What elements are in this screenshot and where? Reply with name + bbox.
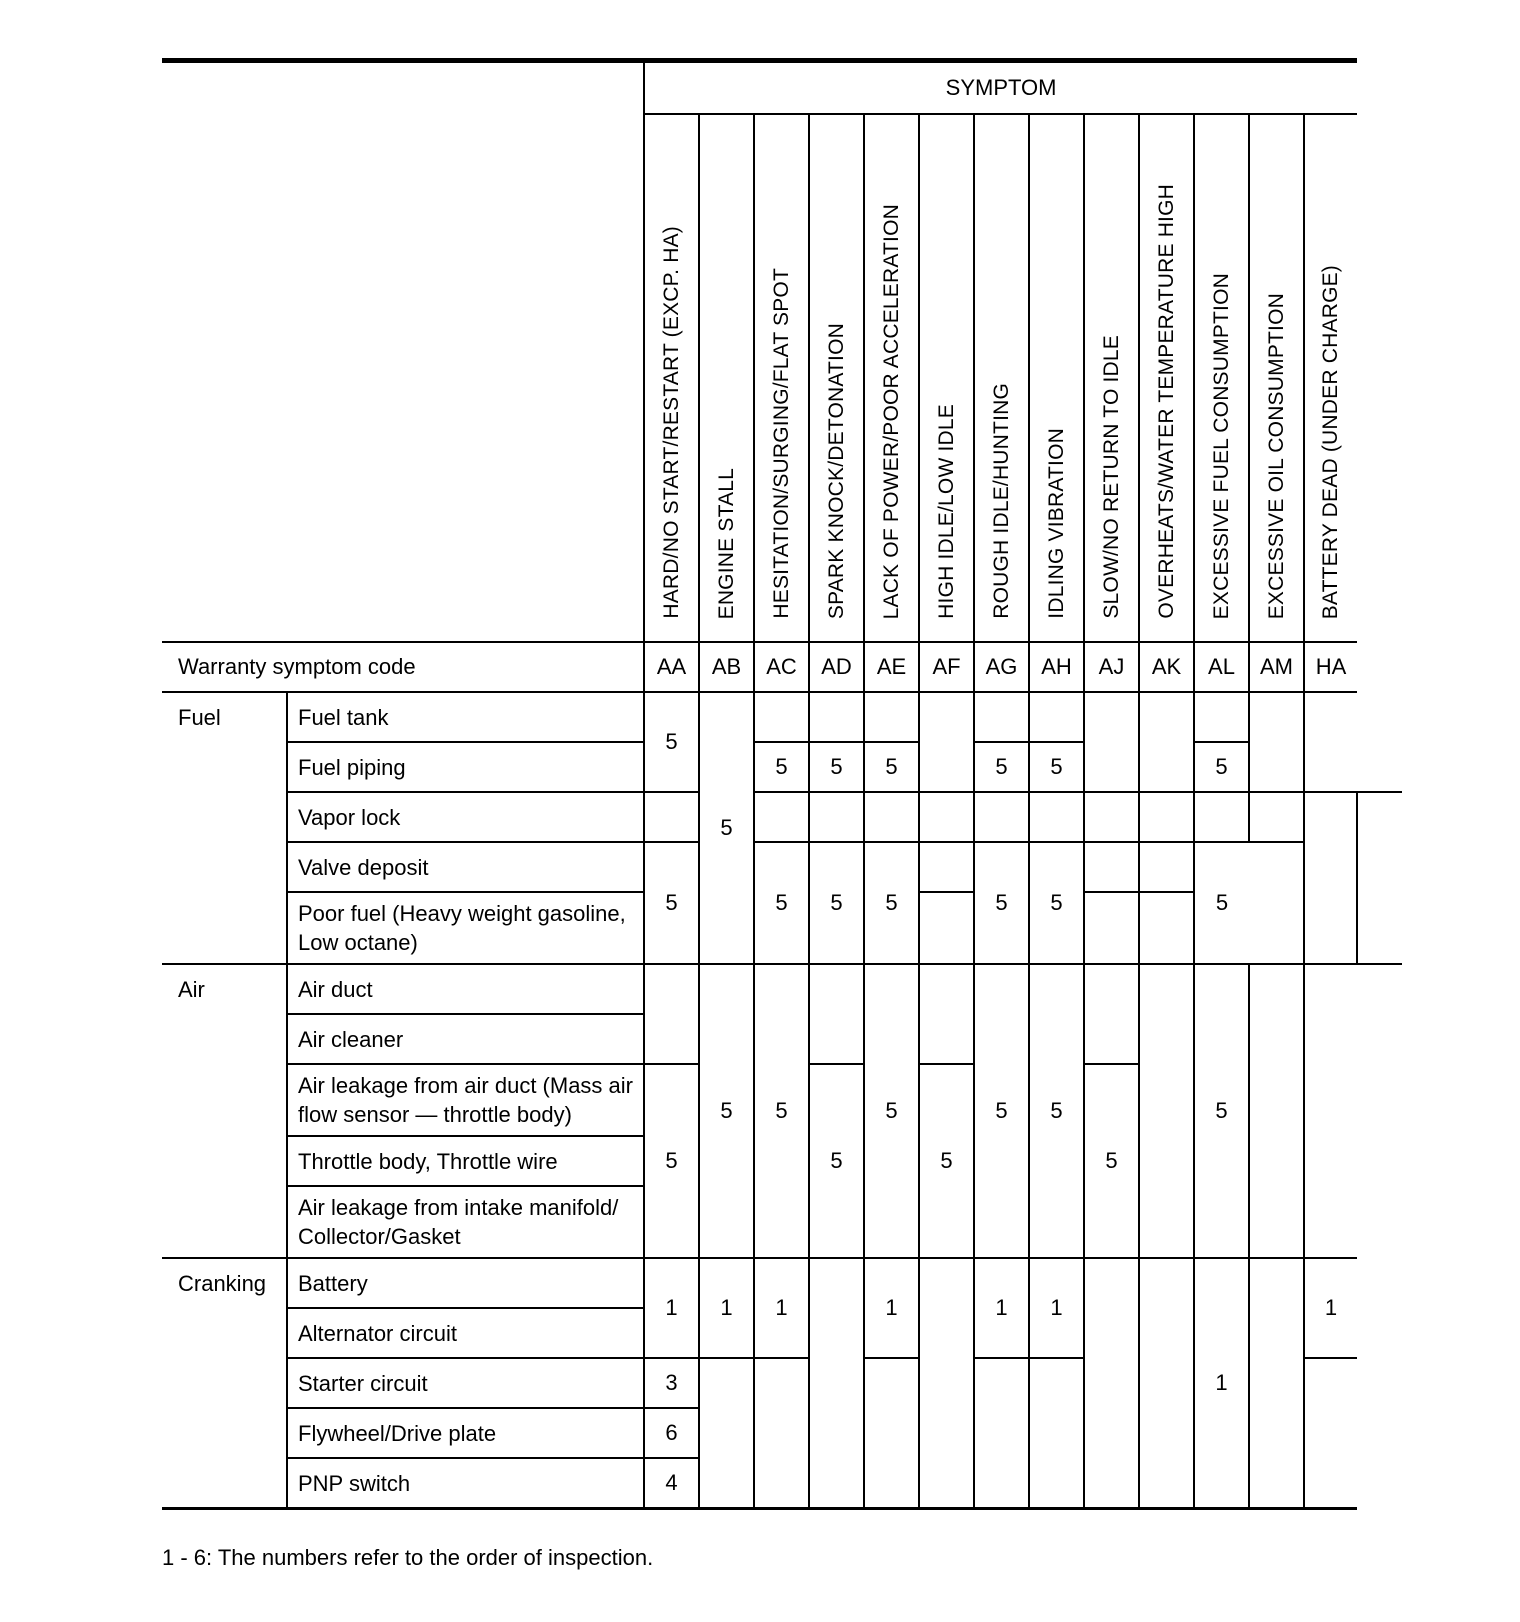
mark-cell: 5 [1029,964,1084,1258]
mark-cell: 5 [809,842,864,964]
empty-cell [1084,792,1139,842]
warranty-code: AE [864,642,919,692]
symptom-label: ROUGH IDLE/HUNTING [989,383,1013,619]
warranty-code: AG [974,642,1029,692]
warranty-code: AA [644,642,699,692]
empty-cell [1139,1258,1194,1509]
empty-cell [1084,692,1139,792]
empty-cell [1304,964,1357,1258]
warranty-code: AF [919,642,974,692]
mark-cell: 1 [1029,1258,1084,1358]
group-label-air: Air [162,964,287,1258]
mark-cell: 5 [754,842,809,964]
empty-cell [1357,792,1402,964]
table-row-label: Throttle body, Throttle wire [287,1136,644,1186]
empty-cell [864,792,919,842]
mark-cell: 5 [919,1064,974,1258]
warranty-code: AD [809,642,864,692]
warranty-code: AH [1029,642,1084,692]
empty-cell [1139,892,1194,964]
mark-cell: 5 [644,692,699,792]
empty-cell [974,692,1029,742]
empty-cell [919,692,974,792]
table-row-label: Air leakage from air duct (Mass air flow sensor — throttle body) [287,1064,644,1136]
empty-cell [919,1258,974,1509]
table-row-label: Vapor lock [287,792,644,842]
table-row-label: Fuel tank [287,692,644,742]
empty-cell [1304,1358,1357,1509]
mark-cell: 5 [1194,742,1249,792]
symptom-label: SLOW/NO RETURN TO IDLE [1099,335,1123,619]
symptom-header [754,114,809,642]
symptom-header [1084,114,1139,642]
table-row-label: Fuel piping [287,742,644,792]
mark-cell: 1 [699,1258,754,1358]
empty-cell [1194,792,1249,842]
mark-cell: 5 [1194,842,1249,964]
table-row-label: Air duct [287,964,644,1014]
symptom-title: SYMPTOM [644,61,1357,115]
table-row-label: Starter circuit [287,1358,644,1408]
mark-cell: 5 [1194,964,1249,1258]
symptom-label: IDLING VIBRATION [1044,428,1068,619]
symptom-label: SPARK KNOCK/DETONATION [824,322,848,619]
symptom-header [864,114,919,642]
table-row-label: Alternator circuit [287,1308,644,1358]
mark-cell: 5 [1029,842,1084,964]
symptom-header [1249,114,1304,642]
mark-cell: 1 [754,1258,809,1358]
symptom-label: OVERHEATS/WATER TEMPERATURE HIGH [1154,184,1178,619]
empty-cell [1139,792,1194,842]
symptom-label: HARD/NO START/RESTART (EXCP. HA) [659,226,683,619]
empty-cell [809,792,864,842]
table-row-label: Air leakage from intake manifold/ Collector/Gasket [287,1186,644,1258]
empty-cell [1249,1258,1304,1509]
symptom-label: EXCESSIVE OIL CONSUMPTION [1264,292,1288,619]
empty-cell [754,692,809,742]
empty-cell [1139,964,1194,1258]
symptom-header [644,114,699,642]
mark-cell: 5 [974,964,1029,1258]
symptom-label: LACK OF POWER/POOR ACCELERATION [879,203,903,619]
empty-cell [1249,964,1304,1258]
symptom-header [1029,114,1084,642]
warranty-code: AB [699,642,754,692]
symptom-label: BATTERY DEAD (UNDER CHARGE) [1319,264,1343,619]
table-row-label: Poor fuel (Heavy weight gasoline, Low octane) [287,892,644,964]
empty-cell [974,1358,1029,1509]
mark-cell: 1 [864,1258,919,1358]
table-row-label: PNP switch [287,1458,644,1509]
empty-cell [974,792,1029,842]
empty-cell [864,692,919,742]
empty-cell [1084,1258,1139,1509]
symptom-label: HIGH IDLE/LOW IDLE [934,404,958,619]
symptom-header [919,114,974,642]
empty-cell [809,1258,864,1509]
empty-cell [1029,792,1084,842]
symptom-header [1194,114,1249,642]
empty-cell [1249,792,1304,842]
mark-cell: 5 [754,742,809,792]
empty-cell [1304,692,1357,792]
empty-cell [1304,792,1357,964]
mark-cell: 5 [974,742,1029,792]
warranty-code: HA [1304,642,1357,692]
group-label-cranking: Cranking [162,1258,287,1509]
symptom-header [699,114,754,642]
table-row-label: Battery [287,1258,644,1308]
mark-cell: 5 [974,842,1029,964]
mark-cell: 5 [754,964,809,1258]
mark-cell: 5 [644,1064,699,1258]
mark-cell: 1 [1304,1258,1357,1358]
empty-cell [1084,892,1139,964]
warranty-code: AM [1249,642,1304,692]
empty-cell [809,964,864,1064]
empty-cell [1029,1358,1084,1509]
empty-cell [1029,692,1084,742]
empty-cell [809,692,864,742]
table-row-label: Flywheel/Drive plate [287,1408,644,1458]
empty-cell [864,1358,919,1509]
empty-cell [699,1358,754,1509]
mark-cell: 5 [864,964,919,1258]
empty-cell [1139,842,1194,892]
table-row-label: Valve deposit [287,842,644,892]
table-row-label: Air cleaner [287,1014,644,1064]
symptom-label: ENGINE STALL [714,467,738,619]
empty-cell [919,842,974,892]
header-blank [162,61,644,643]
mark-cell: 5 [809,1064,864,1258]
mark-cell: 1 [974,1258,1029,1358]
empty-cell [754,1358,809,1509]
empty-cell [1084,964,1139,1064]
empty-cell [1084,842,1139,892]
empty-cell [644,792,699,842]
mark-cell: 5 [864,742,919,792]
mark-cell: 5 [1029,742,1084,792]
mark-cell: 5 [699,692,754,964]
warranty-code: AK [1139,642,1194,692]
warranty-code-label: Warranty symptom code [162,642,644,692]
footnote: 1 - 6: The numbers refer to the order of inspection. [162,1545,654,1570]
symptom-header [1139,114,1194,642]
empty-cell [644,964,699,1064]
symptom-header [809,114,864,642]
mark-cell: 3 [644,1358,699,1408]
group-label-fuel: Fuel [162,692,287,964]
mark-cell: 5 [864,842,919,964]
mark-cell: 5 [699,964,754,1258]
empty-cell [1194,692,1249,742]
empty-cell [1139,692,1194,792]
empty-cell [919,964,974,1064]
empty-cell [1249,692,1304,792]
mark-cell: 5 [1084,1064,1139,1258]
symptom-label: HESITATION/SURGING/FLAT SPOT [769,268,793,619]
warranty-code: AC [754,642,809,692]
mark-cell: 4 [644,1458,699,1509]
mark-cell: 1 [644,1258,699,1358]
symptom-header [974,114,1029,642]
empty-cell [919,892,974,964]
mark-cell: 6 [644,1408,699,1458]
empty-cell [919,792,974,842]
warranty-code: AJ [1084,642,1139,692]
diagnostic-matrix [162,58,1402,1510]
symptom-table [162,58,1402,1510]
mark-cell: 5 [644,842,699,964]
mark-cell: 5 [809,742,864,792]
empty-cell [754,792,809,842]
symptom-label: EXCESSIVE FUEL CONSUMPTION [1209,272,1233,619]
warranty-code: AL [1194,642,1249,692]
mark-cell: 1 [1194,1258,1249,1509]
symptom-header [1304,114,1357,642]
